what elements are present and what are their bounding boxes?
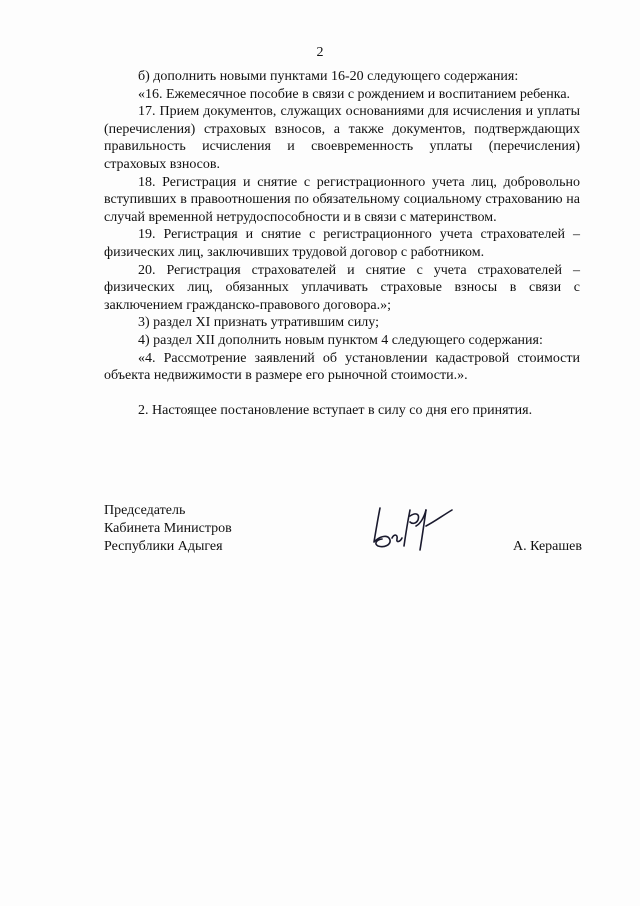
paragraph-point-20: 20. Регистрация страхователей и снятие с учета страхователей – физических лиц, обязанных уплачивать страховые взносы в связи с заключением гражданско-правового договора.»; (104, 262, 580, 313)
paragraph-section-xi: 3) раздел XI признать утратившим силу; (138, 315, 380, 331)
signatory-title-line: Кабинета Министров (104, 521, 232, 536)
paragraph-point-18: 18. Регистрация и снятие с регистрационного учета лиц, добровольно вступивших в правоотношения по обязательному социальному страхованию на случай временной нетрудоспособности и в связи с материнством. (104, 174, 580, 225)
paragraph-point-4: «4. Рассмотрение заявлений об установлении кадастровой стоимости объекта недвижимости в размере его рыночной стоимости.». (104, 350, 580, 384)
paragraph-section-xii: 4) раздел XII дополнить новым пунктом 4 следующего содержания: (138, 332, 543, 348)
signatory-title-line: Республики Адыгея (104, 539, 223, 554)
paragraph-point-19: 19. Регистрация и снятие с регистрационного учета страхователей – физических лиц, заключивших трудовой договор с работником. (104, 227, 580, 260)
paragraph-point-17: 17. Прием документов, служащих основаниями для исчисления и уплаты (перечисления) страховых взносов, а также документов, подтверждающих правильность исчисления и своевременность уплаты (перечисления) страховых взносов. (104, 104, 580, 172)
document-body (104, 68, 580, 420)
signatory-name: А. Керашев (513, 539, 582, 554)
paragraph-effective-date: 2. Настоящее постановление вступает в силу со дня его принятия. (138, 403, 533, 419)
signatory-title (104, 502, 304, 556)
page-number: 2 (316, 45, 324, 60)
paragraph-amend-points: б) дополнить новыми пунктами 16-20 следующего содержания: (138, 69, 519, 84)
signatory-title-line: Председатель (104, 503, 186, 518)
handwritten-signature (366, 496, 462, 552)
paragraph-point-16: «16. Ежемесячное пособие в связи с рождением и воспитанием ребенка. (138, 86, 571, 102)
